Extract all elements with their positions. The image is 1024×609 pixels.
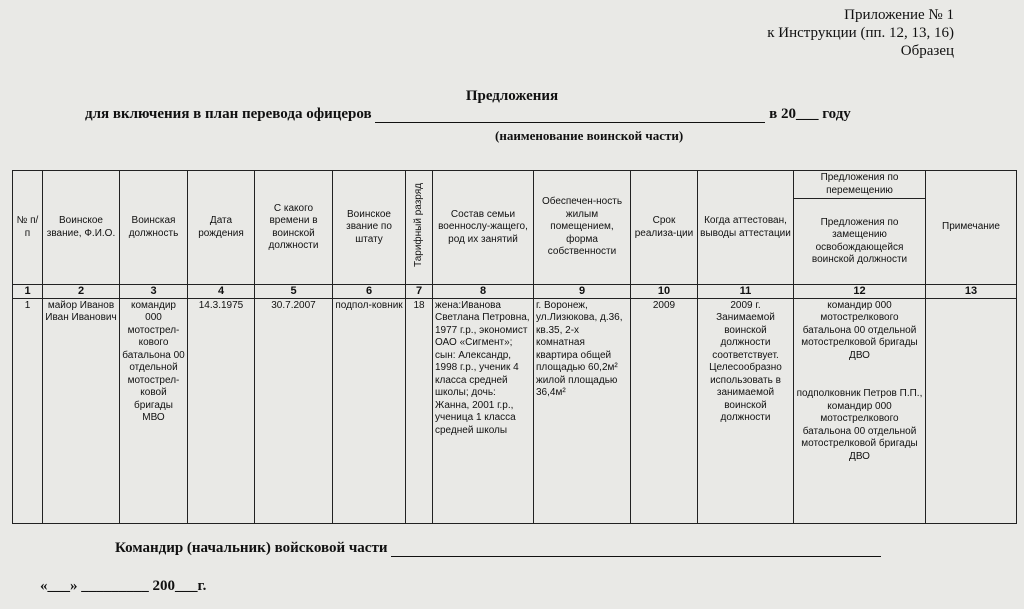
cell <box>794 298 926 523</box>
cell: г. Воронеж, ул.Лизюкова, д.36, кв.35, 2-х комнатная квартира общей площадью 60,2м² жилой площадью 36,4м² <box>534 298 631 523</box>
proposals-table <box>12 170 1017 524</box>
document-subtitle <box>85 106 851 123</box>
column-number: 8 <box>433 285 534 299</box>
header-cell: Срок реализа-ции <box>631 171 698 285</box>
cell: командир 000 мотострел-кового батальона 00 отдельной мотострел-ковой бригады МВО <box>120 298 188 523</box>
cell: 30.7.2007 <box>255 298 333 523</box>
cell: жена:Иванова Светлана Петровна, 1977 г.р., экономист ОАО «Сигмент»; сын: Александр, 1998 г.р., ученик 4 класса средней школы; дочь: Жанна, 2001 г.р., ученица 1 класса средней школы <box>433 298 534 523</box>
appendix-line-2: к Инструкции (пп. 12, 13, 16) <box>767 25 954 41</box>
unit-caption: (наименование воинской части) <box>495 128 684 143</box>
column-number: 3 <box>120 285 188 299</box>
column-number: 13 <box>926 285 1017 299</box>
appendix-line-1: Приложение № 1 <box>844 7 954 23</box>
cell: 2009 <box>631 298 698 523</box>
signature-line <box>391 556 881 557</box>
column-number: 1 <box>13 285 43 299</box>
header-cell <box>406 171 433 285</box>
cell: майор Иванов Иван Иванович <box>43 298 120 523</box>
header-cell: Воинская должность <box>120 171 188 285</box>
column-number: 6 <box>333 285 406 299</box>
date-line: «___» _________ 200___г. <box>40 578 207 594</box>
commander-label: Командир (начальник) войсковой части <box>115 540 388 556</box>
header-cell: С какого времени в воинской должности <box>255 171 333 285</box>
document-title: Предложения <box>465 88 559 104</box>
header-cell: Дата рождения <box>188 171 255 285</box>
column-number: 7 <box>406 285 433 299</box>
cell: 18 <box>406 298 433 523</box>
header-subcell: Предложения по замещению освобождающейся воинской должности <box>794 199 926 285</box>
appendix-line-3: Образец <box>900 43 954 59</box>
commander-signature <box>115 540 881 557</box>
proposal-position: командир 000 мотострелкового батальона 00 отдельной мотострелковой бригады ДВО <box>801 299 918 361</box>
cell <box>926 298 1017 523</box>
appendix-note <box>767 6 954 60</box>
column-number: 5 <box>255 285 333 299</box>
cell: 1 <box>13 298 43 523</box>
column-number: 2 <box>43 285 120 299</box>
column-number: 11 <box>698 285 794 299</box>
proposal-replacement: подполковник Петров П.П., командир 000 мотострелкового батальона 00 отдельной мотострелковой бригады ДВО <box>796 388 923 462</box>
header-cell: № п/п <box>13 171 43 285</box>
tariff-header: Тарифный разряд <box>412 183 424 268</box>
header-cell: Воинское звание по штату <box>333 171 406 285</box>
subtitle-year: в 20___ году <box>769 106 851 122</box>
column-number: 12 <box>794 285 926 299</box>
cell: 2009 г. Занимаемой воинской должности соответствует. Целесообразно использовать в занимаемой воинской должности <box>698 298 794 523</box>
subtitle-text: для включения в план перевода офицеров <box>85 106 372 122</box>
header-cell: Воинское звание, Ф.И.О. <box>43 171 120 285</box>
column-number: 4 <box>188 285 255 299</box>
table-row <box>13 298 1017 523</box>
column-number: 10 <box>631 285 698 299</box>
header-cell: Обеспечен-ность жилым помещением, форма собственности <box>534 171 631 285</box>
header-cell: Когда аттестован, выводы аттестации <box>698 171 794 285</box>
column-number: 9 <box>534 285 631 299</box>
cell: 14.3.1975 <box>188 298 255 523</box>
header-cell: Предложения по перемещению <box>794 171 926 199</box>
cell: подпол-ковник <box>333 298 406 523</box>
unit-name-line <box>375 122 765 123</box>
header-cell: Примечание <box>926 171 1017 285</box>
header-cell: Состав семьи военнослу-жащего, род их занятий <box>433 171 534 285</box>
